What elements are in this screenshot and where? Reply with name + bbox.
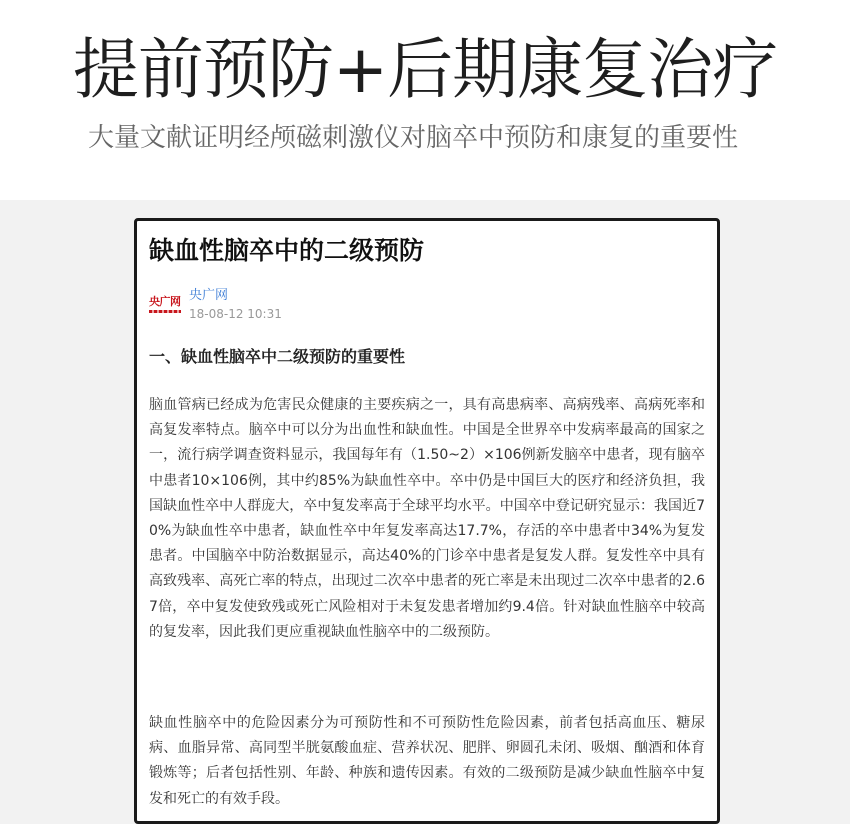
hero-subtitle: 大量文献证明经颅磁刺激仪对脑卒中预防和康复的重要性	[87, 123, 738, 153]
source-logo-stripe	[149, 310, 181, 313]
article-screenshot-card	[134, 218, 720, 824]
source-name-link[interactable]: 央广网	[189, 288, 229, 303]
source-logo	[149, 295, 183, 315]
publish-time: 18-08-12 10:31	[189, 307, 282, 321]
hero-title: 提前预防+后期康复治疗	[72, 31, 778, 108]
article-title[interactable]: 缺血性脑卒中的二级预防	[149, 236, 425, 265]
article-paragraph: 脑血管病已经成为危害民众健康的主要疾病之一，具有高患病率、高病残率、高病死率和高复发率特点。脑卒中可以分为出血性和缺血性。中国是全世界卒中发病率最高的国家之一，流行病学调查资料显示，我国每年有（1.50~2）×106例新发脑卒中患者，现有脑卒中患者10×106例，其中约85%为缺血性卒中。卒中仍是中国巨大的医疗和经济负担，我国缺血性卒中人群庞大，卒中复发率高于全球平均水平。中国卒中登记研究显示：我国近70%为缺血性卒中患者，缺血性卒中年复发率高达17.7%，存活的卒中患者中34%为复发患者。中国脑卒中防治数据显示，高达40%的门诊卒中患者是复发人群。复发性卒中具有高致残率、高死亡率的特点，出现过二次卒中患者的死亡率是未出现过二次卒中患者的2.67倍，卒中复发使致残或死亡风险相对于未复发患者增加约9.4倍。针对缺血性脑卒中较高的复发率，因此我们更应重视缺血性脑卒中的二级预防。	[149, 397, 705, 640]
source-logo-text: 央广网	[149, 295, 181, 308]
section-heading: 一、缺血性脑卒中二级预防的重要性	[149, 347, 406, 366]
hero-banner	[0, 0, 850, 220]
article-paragraph: 缺血性脑卒中的危险因素分为可预防性和不可预防性危险因素，前者包括高血压、糖尿病、血脂异常、高同型半胱氨酸血症、营养状况、肥胖、卵圆孔未闭、吸烟、酗酒和体育锻炼等；后者包括性别、年龄、种族和遗传因素。有效的二级预防是减少缺血性脑卒中复发和死亡的有效手段。	[149, 715, 705, 807]
